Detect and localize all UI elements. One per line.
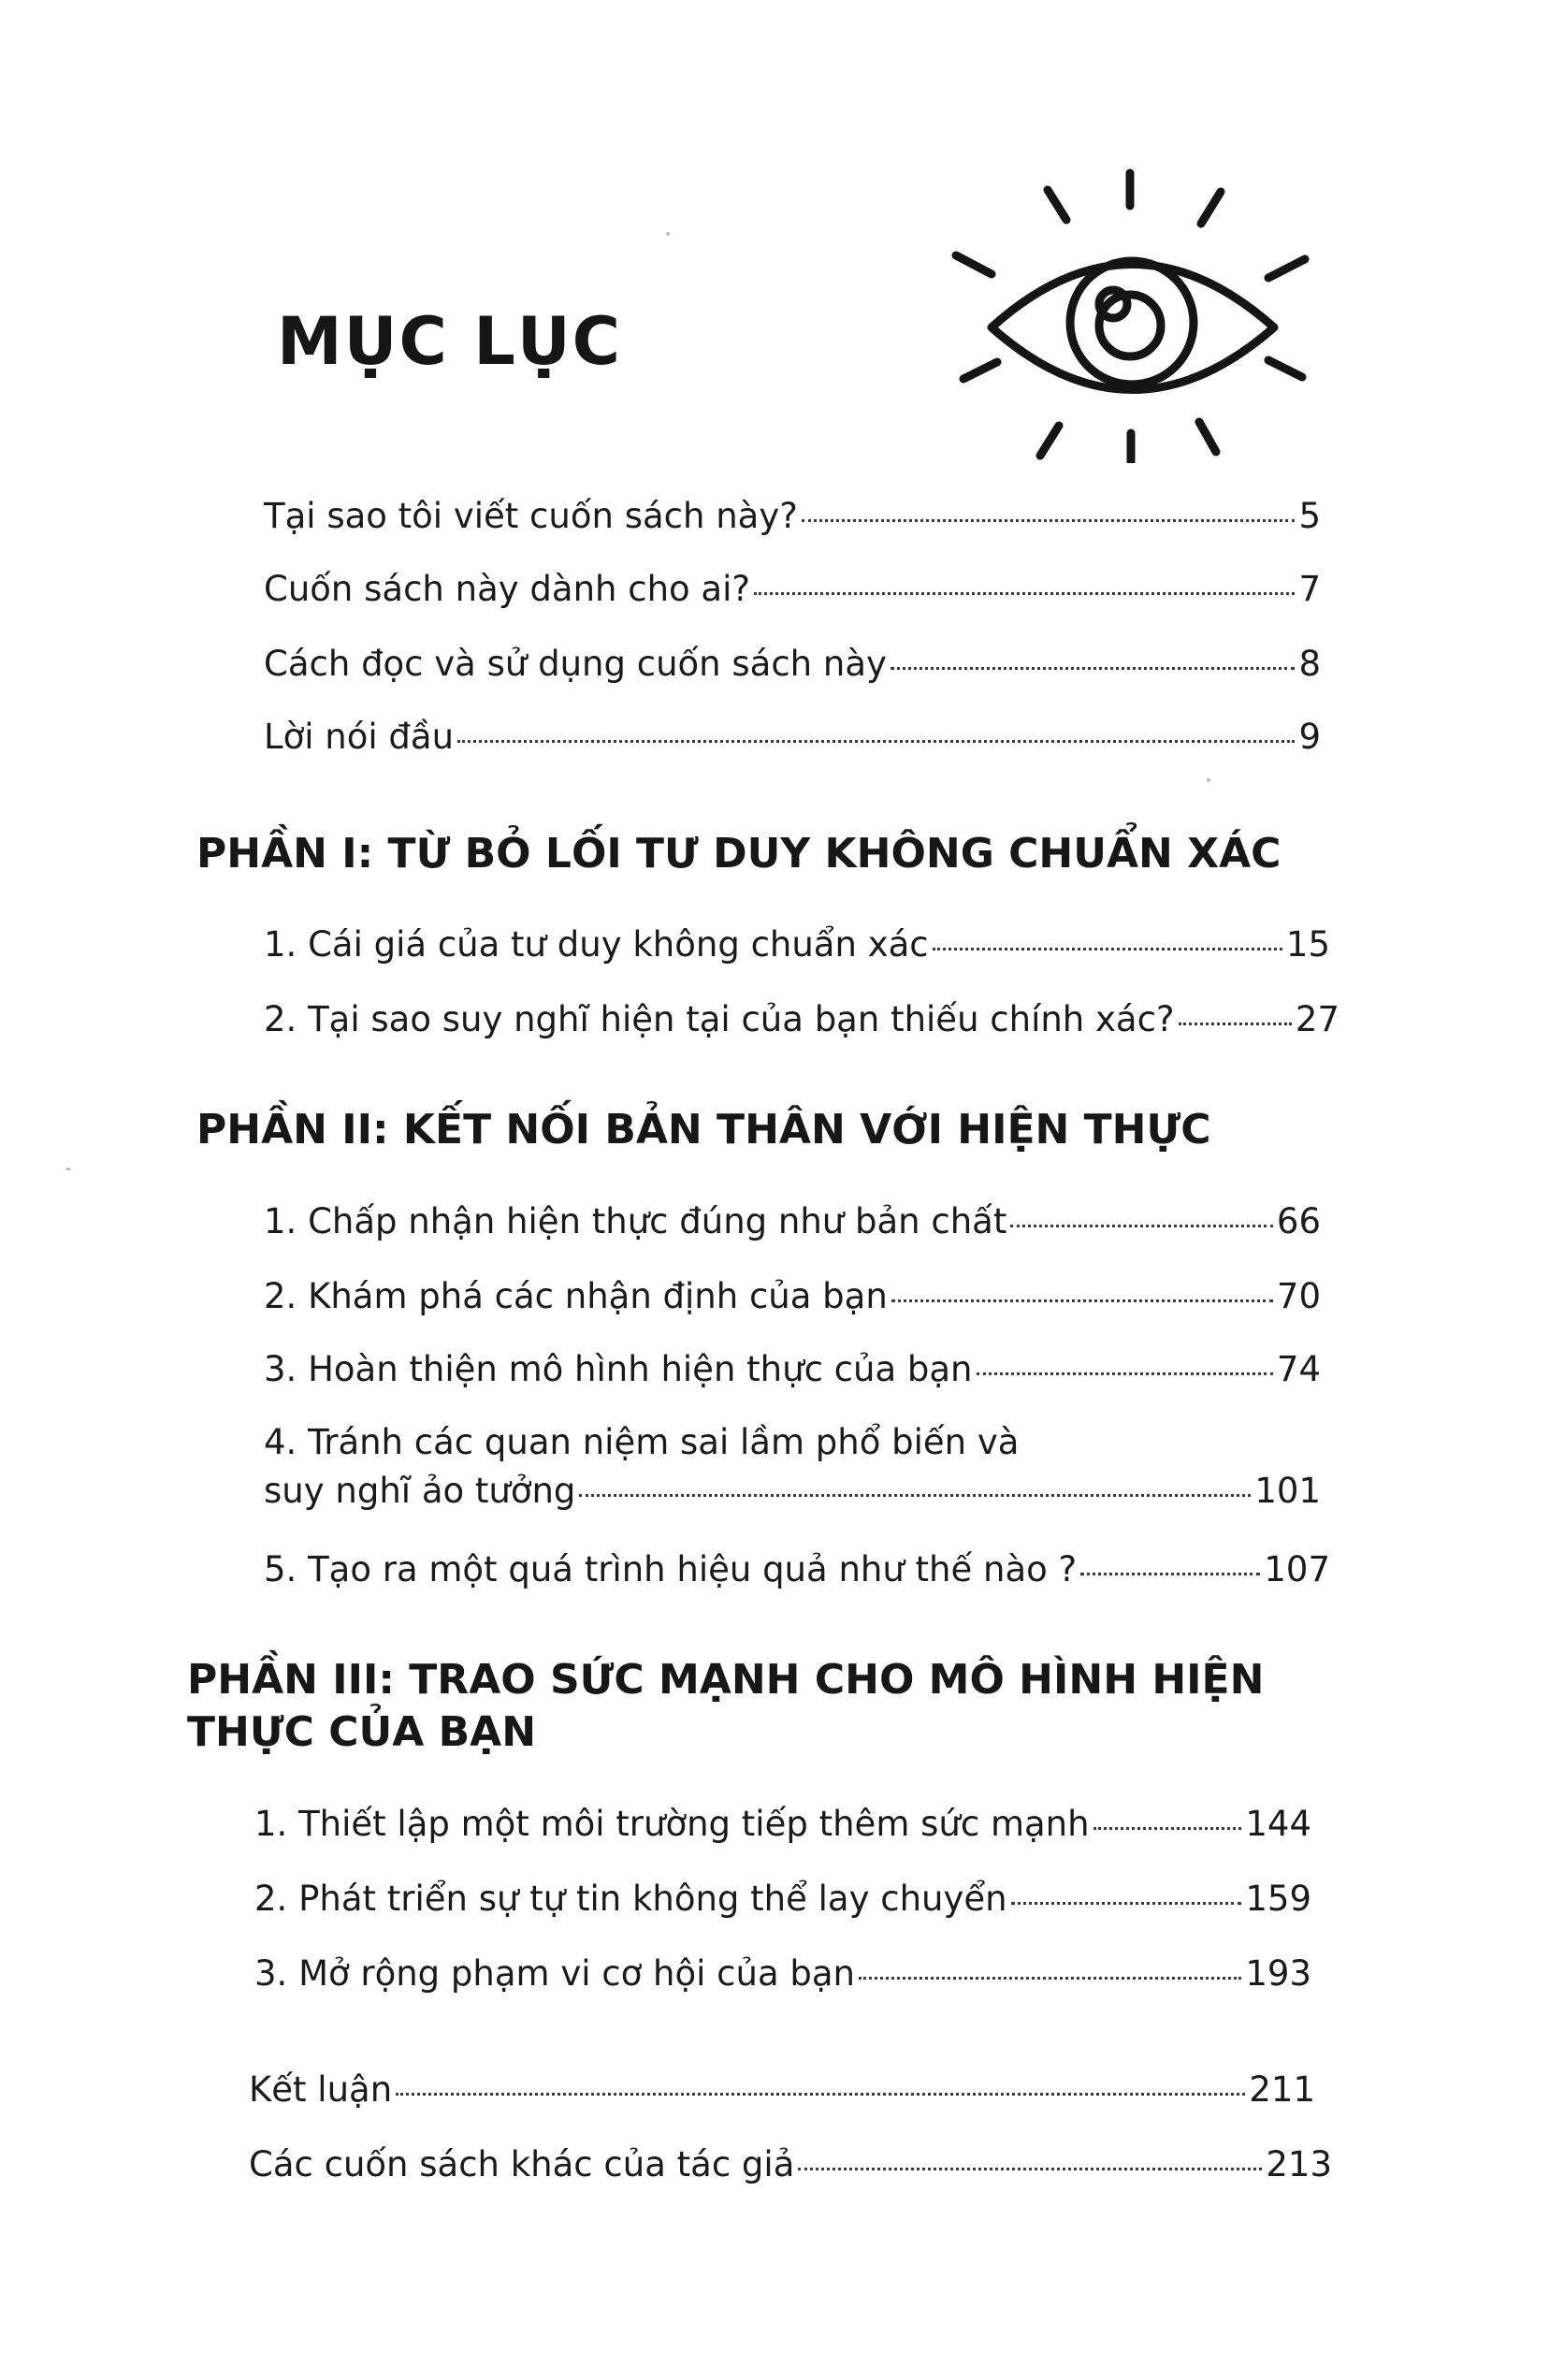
toc-entry[interactable]: [264, 717, 1321, 758]
part-heading: [187, 1654, 1264, 1760]
toc-entry-label-line2: suy nghĩ ảo tưởng: [264, 1471, 576, 1512]
part-heading: PHẦN II: KẾT NỐI BẢN THÂN VỚI HIỆN THỰC: [196, 1106, 1211, 1154]
toc-entry-label: 3. Hoàn thiện mô hình hiện thực của bạn: [264, 1349, 973, 1389]
toc-entry-page: 7: [1298, 569, 1321, 609]
toc-entry-label: 1. Chấp nhận hiện thực đúng như bản chất: [264, 1201, 1007, 1241]
toc-entry-page: 8: [1298, 644, 1321, 684]
toc-entry[interactable]: [264, 924, 1330, 965]
toc-entry-label-line1: 4. Tránh các quan niệm sai lầm phổ biến và: [264, 1422, 1020, 1462]
toc-entry-label: Tại sao tôi viết cuốn sách này?: [264, 496, 798, 536]
dot-leader: [754, 592, 1295, 595]
toc-entry-page: 159: [1245, 1879, 1311, 1919]
toc-entry-page: 213: [1266, 2144, 1332, 2184]
dot-leader: [891, 667, 1296, 670]
dot-leader: [457, 740, 1295, 743]
toc-entry-page: 27: [1295, 999, 1340, 1039]
toc-entry[interactable]: [264, 1349, 1321, 1390]
page-title: MỤC LỤC: [277, 303, 623, 380]
toc-entry[interactable]: [264, 1276, 1321, 1317]
toc-entry-page: 70: [1276, 1276, 1321, 1316]
toc-entry[interactable]: [264, 496, 1321, 537]
toc-entry[interactable]: [254, 1804, 1311, 1845]
toc-entry-label: Lời nói đầu: [264, 717, 455, 757]
dot-leader: [891, 1299, 1273, 1302]
toc-entry-label: 2. Tại sao suy nghĩ hiện tại của bạn thiếu chính xác?: [264, 999, 1175, 1039]
part-heading-line2: THỰC CỦA BẠN: [187, 1708, 537, 1757]
dot-leader: [933, 948, 1282, 951]
toc-entry-page: 101: [1254, 1471, 1321, 1512]
toc-entry-page: 107: [1264, 1549, 1330, 1589]
toc-entry[interactable]: [264, 644, 1321, 685]
toc-entry[interactable]: [254, 1879, 1311, 1920]
toc-entry-label: 1. Thiết lập một môi trường tiếp thêm sức mạnh: [254, 1804, 1090, 1844]
scan-speck: [666, 232, 670, 236]
toc-entry-label: Cách đọc và sử dụng cuốn sách này: [264, 644, 887, 684]
scan-speck: [65, 1168, 71, 1170]
dot-leader: [1093, 1827, 1242, 1830]
dot-leader: [1080, 1573, 1260, 1575]
dot-leader: [396, 2093, 1245, 2096]
toc-entry-page: 66: [1276, 1201, 1321, 1241]
eye-sun-icon: [935, 154, 1328, 463]
dot-leader: [798, 2168, 1262, 2170]
toc-entry-page: 193: [1245, 1953, 1311, 1994]
toc-entry[interactable]: [264, 1549, 1330, 1590]
toc-entry[interactable]: [264, 999, 1340, 1040]
toc-entry[interactable]: [249, 2069, 1315, 2111]
part-heading-line1: PHẦN III: TRAO SỨC MẠNH CHO MÔ HÌNH HIỆN: [187, 1656, 1265, 1704]
scan-speck: [1207, 778, 1210, 782]
toc-entry-page: 15: [1285, 924, 1330, 965]
toc-entry-page: 211: [1249, 2069, 1315, 2110]
toc-entry-page: 5: [1298, 496, 1321, 536]
part-heading: PHẦN I: TỪ BỎ LỐI TƯ DUY KHÔNG CHUẨN XÁC: [196, 830, 1282, 878]
dot-leader: [977, 1372, 1273, 1375]
dot-leader: [579, 1494, 1251, 1497]
toc-entry-page: 144: [1245, 1804, 1311, 1844]
dot-leader: [1011, 1902, 1242, 1905]
toc-entry-label: 2. Khám phá các nhận định của bạn: [264, 1276, 888, 1316]
dot-leader: [1179, 1023, 1292, 1025]
toc-entry-label: Cuốn sách này dành cho ai?: [264, 569, 751, 609]
toc-entry[interactable]: [264, 1422, 1321, 1513]
toc-entry-label: Kết luận: [249, 2069, 393, 2110]
toc-entry[interactable]: [264, 569, 1321, 610]
toc-entry[interactable]: [249, 2144, 1332, 2185]
toc-entry-page: 74: [1276, 1349, 1321, 1389]
toc-entry-label: 3. Mở rộng phạm vi cơ hội của bạn: [254, 1953, 855, 1994]
toc-entry-label: 2. Phát triển sự tự tin không thể lay chuyển: [254, 1879, 1007, 1919]
toc-entry-label: 1. Cái giá của tư duy không chuẩn xác: [264, 924, 929, 965]
toc-entry-label: 5. Tạo ra một quá trình hiệu quả như thế nào ?: [264, 1549, 1078, 1589]
toc-entry[interactable]: [264, 1201, 1321, 1242]
toc-entry[interactable]: [254, 1953, 1311, 1995]
toc-entry-label: Các cuốn sách khác của tác giả: [249, 2144, 795, 2184]
dot-leader: [1010, 1225, 1273, 1227]
dot-leader: [859, 1977, 1241, 1980]
dot-leader: [802, 519, 1296, 522]
toc-entry-page: 9: [1298, 717, 1321, 757]
